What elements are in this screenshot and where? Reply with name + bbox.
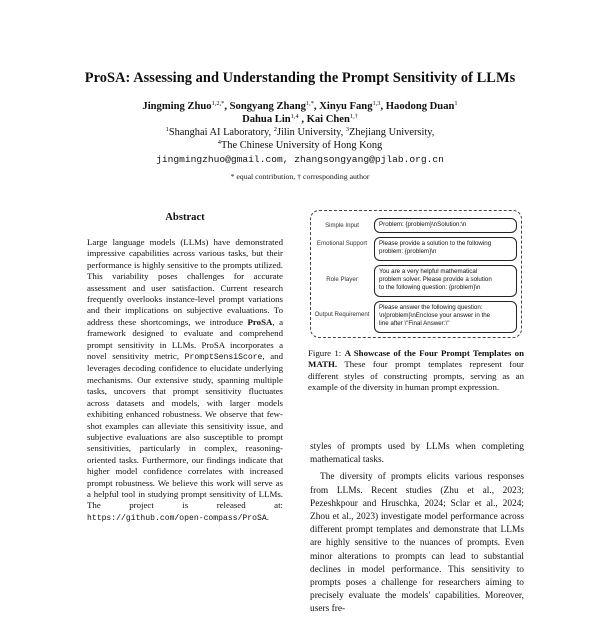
template-bubble: Please provide a solution to the following problem: {problem}\n — [374, 237, 517, 261]
author: Dahua Lin$^{1,4}$ — [242, 113, 299, 125]
author: Kai Chen$^{1,\dagger}$ — [306, 113, 358, 125]
body-paragraph: styles of prompts used by LLMs when completing mathematical tasks. — [310, 442, 524, 466]
abstract-text: Large language models (LLMs) have demonstrated impressive capabilities across various tasks, but their performance is highly sensitive to the prompts utilized. This variability poses challenges for accurate assessment and user satisfaction. Current research frequently overlooks instance-level prompt variations and their implications on subjective evaluations. To address these shortcomings, we introduce ProSA, a framework designed to evaluate and comprehend prompt sensitivity in LLMs. ProSA incorporates a novel sensitivity metric, PromptSensiScore, and leverages decoding confidence to elucidate underlying mechanisms. Our extensive study, spanning multiple tasks, uncovers that prompt sensitivity fluctuates across datasets and models, with larger models exhibiting enhanced robustness. We observe that few-shot examples can alleviate this sensitivity issue, and subjective evaluations are also susceptible to prompt sensitivities, particularly in complex, reasoning-oriented tasks. Furthermore, our findings indicate that higher model confidence correlates with increased prompt robustness. We believe this work will serve as a helpful tool in studying prompt sensitivity of LLMs. The project is released at: https://github.com/open-compass/ProSA. — [87, 237, 283, 523]
body-paragraph: The diversity of prompts elicits various responses from LLMs. Recent studies (Zhu et al., 2023; Pezeshkpour and Hruschka, 2024; Sclar et al., 2024; Zhou et al., 2023) investigate model performance across different prompt templates and demonstrate that LLMs are highly sensitive to the nuances of prompts. Even minor alterations to prompts can lead to substantial declines in model performance. This sensitivity to prompts poses a challenge for researchers aiming to precisely evaluate the models' capabilities. Moreover, users fre- — [310, 472, 524, 615]
author: Haodong Duan$^1$ — [385, 100, 458, 112]
abstract-heading: Abstract — [165, 212, 205, 223]
prosa-name: ProSA — [247, 316, 273, 327]
paper-title: ProSA: Assessing and Understanding the Prompt Sensitivity of LLMs — [84, 70, 516, 86]
affiliations — [0, 126, 600, 152]
affiliation-line-1: $^1$Shanghai AI Laboratory, $^2$Jilin University, $^3$Zhejiang University, — [165, 126, 435, 138]
template-label: Role Player — [326, 276, 358, 283]
author-emails[interactable]: jingmingzhuo@gmail.com, zhangsongyang@pjlab.org.cn — [156, 154, 444, 165]
author-line-2: Dahua Lin$^{1,4}$ , Kai Chen$^{1,\dagger}$ — [242, 113, 358, 125]
contribution-note: * equal contribution, † corresponding author — [230, 172, 370, 181]
template-label: Output Requirement — [314, 311, 370, 318]
project-link[interactable]: https://github.com/open-compass/ProSA — [87, 513, 267, 523]
template-bubble: Problem: {problem}\nSolution:\n — [374, 218, 517, 233]
prompt-templates-figure — [310, 210, 522, 338]
author-line-1: Jingming Zhuo$^{1,2,*}$, Songyang Zhang$^{1,*}$, Xinyu Fang$^{1,3}$, Haodong Duan$^1$ — [142, 100, 458, 112]
template-bubble: Please answer the following question: \n{problem}\nEnclose your answer in the line after \"Final Answer:\" — [374, 301, 517, 333]
figure-caption: Figure 1: A Showcase of the Four Prompt Templates on MATH. These four prompt templates represent four different styles of constructing prompts, serving as an example of the diversity in human prompt expression. — [308, 348, 525, 393]
metric-name: PromptSensiScore — [184, 353, 263, 363]
affiliation-line-2: $^4$The Chinese University of Hong Kong — [217, 139, 383, 152]
author-list — [0, 100, 600, 126]
template-label: Simple Input — [325, 222, 359, 229]
body-text — [310, 441, 524, 617]
template-bubble: You are a very helpful mathematical problem solver. Please provide a solution to the following question: {problem}\n — [374, 265, 517, 297]
template-label: Emotional Support — [316, 240, 368, 247]
author: Songyang Zhang$^{1,*}$ — [229, 100, 314, 112]
author: Jingming Zhuo$^{1,2,*}$ — [142, 100, 225, 112]
author: Xinyu Fang$^{1,3}$ — [319, 100, 381, 112]
